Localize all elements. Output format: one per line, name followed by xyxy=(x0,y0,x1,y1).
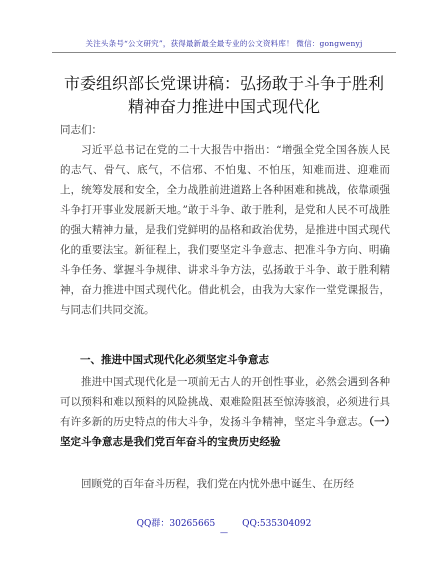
paragraph-section-1-text: 推进中国式现代化是一项前无古人的开创性事业，必然会遇到各种可以预料和难以预料的风险挑战、艰难险阻甚至惊涛骇浪，必须进行具有许多新的历史特点的伟大斗争，发扬斗争精神，坚定斗争意志。 xyxy=(60,376,390,428)
title-line-1: 市委组织部长党课讲稿：弘扬敢于斗争于胜利 xyxy=(63,74,384,93)
section-heading-1: 一、推进中国式现代化必须坚定斗争意志 xyxy=(80,354,269,366)
subheading-1-1: （一）坚定斗争意志是我们党百年奋斗的宝贵历史经验 xyxy=(60,416,391,448)
title-line-2: 精神奋力推进中国式现代化 xyxy=(127,97,320,116)
footer-page-dash: — xyxy=(220,528,228,537)
header-promo-note: 关注头条号“公文研究”，获得最新最全最专业的公文资料库！ 微信：gongwenyj xyxy=(85,39,363,48)
document-title xyxy=(40,72,408,118)
footer-qq-group: QQ群：30265665 xyxy=(136,519,216,529)
greeting: 同志们： xyxy=(60,124,102,136)
footer-qq: QQ:535304092 xyxy=(242,519,312,529)
paragraph-section-1 xyxy=(60,372,390,452)
paragraph-intro: 习近平总书记在党的二十大报告中指出：“增强全党全国各族人民的志气、骨气、底气，不信邪、不怕鬼、不怕压，知难而进、迎难而上，统筹发展和安全，全力战胜前进道路上各种困难和挑战，依靠顽强斗争打开事业发展新天地。”敢于斗争、敢于胜利，是党和人民不可战胜的强大精神力量，是我们党鲜明的品格和政治优势，是推进中国式现代化的重要法宝。新征程上，我们要坚定斗争意志、把准斗争方向、明确斗争任务、掌握斗争规律、讲求斗争方法，弘扬敢于斗争、敢于胜利精神，奋力推进中国式现代化。借此机会，由我为大家作一堂党课报告，与同志们共同交流。 xyxy=(60,144,390,316)
header-divider xyxy=(52,52,396,53)
paragraph-history: 回顾党的百年奋斗历程，我们党在内忧外患中诞生、在历经 xyxy=(81,478,354,490)
